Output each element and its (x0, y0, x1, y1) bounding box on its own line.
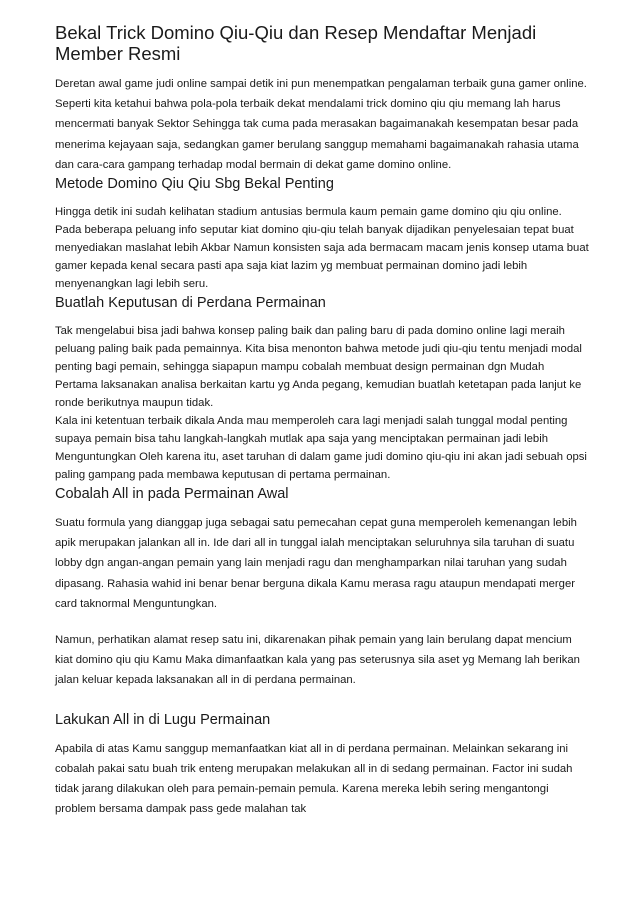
intro-paragraph: Deretan awal game judi online sampai detik ini pun menempatkan pengalaman terbaik guna gamer online. Seperti kita ketahui bahwa pola-pola terbaik dekat mendalami trick domino qiu qiu memang lah harus mencermati banyak Sektor Sehingga tak cuma pada merasakan bagaimanakah kesempatan besar pada menerima kejayaan saja, sedangkan gamer berulang sanggup memahami bagaimanakah rahasia utama dan cara-cara gampang terhadap modal bermain di dekat game domino online. (55, 78, 587, 171)
section-heading-all-in-lugu: Lakukan All in di Lugu Permainan (55, 711, 271, 728)
section-all-in-awal-paragraph-2: Namun, perhatikan alamat resep satu ini, dikarenakan pihak pemain yang lain berulang dapat mencium kiat domino qiu qiu Kamu Maka dimanfaatkan kala yang pas seterusnya sila aset yg Memang lah berikan jalan keluar kepada laksanakan all in di perdana permainan. (55, 634, 580, 687)
section-heading-all-in-awal: Cobalah All in pada Permainan Awal (55, 486, 289, 503)
section-all-in-lugu-paragraph-1: Apabila di atas Kamu sanggup memanfaatkan kiat all in di perdana permainan. Melainkan sekarang ini cobalah pakai satu buah trik enteng merupakan melakukan all in di sedang permainan. Factor ini sudah tidak jarang dilakukan oleh para pemain-pemain pemula. Karena mereka lebih sering mengantongi problem bersama dampak pass gede malahan tak (55, 742, 573, 816)
section-keputusan-paragraph-1: Tak mengelabui bisa jadi bahwa konsep paling baik dan paling baru di pada domino online lagi meraih peluang paling baik pada pemainnya. Kita bisa menonton bahwa metode judi qiu-qiu tentu menjadi modal penting bagi pemain, sehingga siapapun mampu cobalah membuat design permainan dgn Mudah Pertama laksanakan analisa berkaitan kartu yg Anda pegang, kemudian buatlah ketetapan pada lanjut ke ronde berikutnya maupun tidak. (55, 325, 582, 410)
article-title: Bekal Trick Domino Qiu-Qiu dan Resep Mendaftar Menjadi Member Resmi (55, 22, 537, 64)
section-all-in-awal-paragraph-1: Suatu formula yang dianggap juga sebagai satu pemecahan cepat guna memperoleh kemenangan lebih apik merupakan jalankan all in. Ide dari all in tunggal ialah menciptakan seluruhnya sila taruhan di suatu lobby dgn angan-angan pemain yang lain menjadi ragu dan menghamparkan nilai taruhan yang sudah dipasang. Rahasia wahid ini benar benar berguna dikala Kamu merasa ragu ataupun mendapati merger card taknormal Menguntungkan. (55, 517, 577, 610)
section-keputusan-paragraph-2: Kala ini ketentuan terbaik dikala Anda mau memperoleh cara lagi menjadi salah tunggal modal penting supaya pemain bisa tahu langkah-langkah mutlak apa saja yang menciptakan permainan jadi lebih Menguntungkan Oleh karena itu, aset taruhan di dalam game judi domino qiu-qiu ini akan jadi sebuah opsi paling gampang pada membawa keputusan di pertama permainan. (55, 415, 587, 482)
section-metode-paragraph-1: Hingga detik ini sudah kelihatan stadium antusias bermula kaum pemain game domino qiu qiu online. Pada beberapa peluang info seputar kiat domino qiu-qiu telah banyak dijadikan penyelesaian tepat buat menyediakan maslahat lebih Akbar Namun konsisten saja ada bermacam macam jenis konsep utama buat gamer kepada kenal secara pasti apa saja kiat lazim yg membuat permainan domino jadi lebih menyenangkan lagi lebih seru. (55, 206, 589, 291)
section-heading-keputusan: Buatlah Keputusan di Perdana Permainan (55, 295, 326, 312)
section-heading-metode: Metode Domino Qiu Qiu Sbg Bekal Penting (55, 176, 334, 193)
